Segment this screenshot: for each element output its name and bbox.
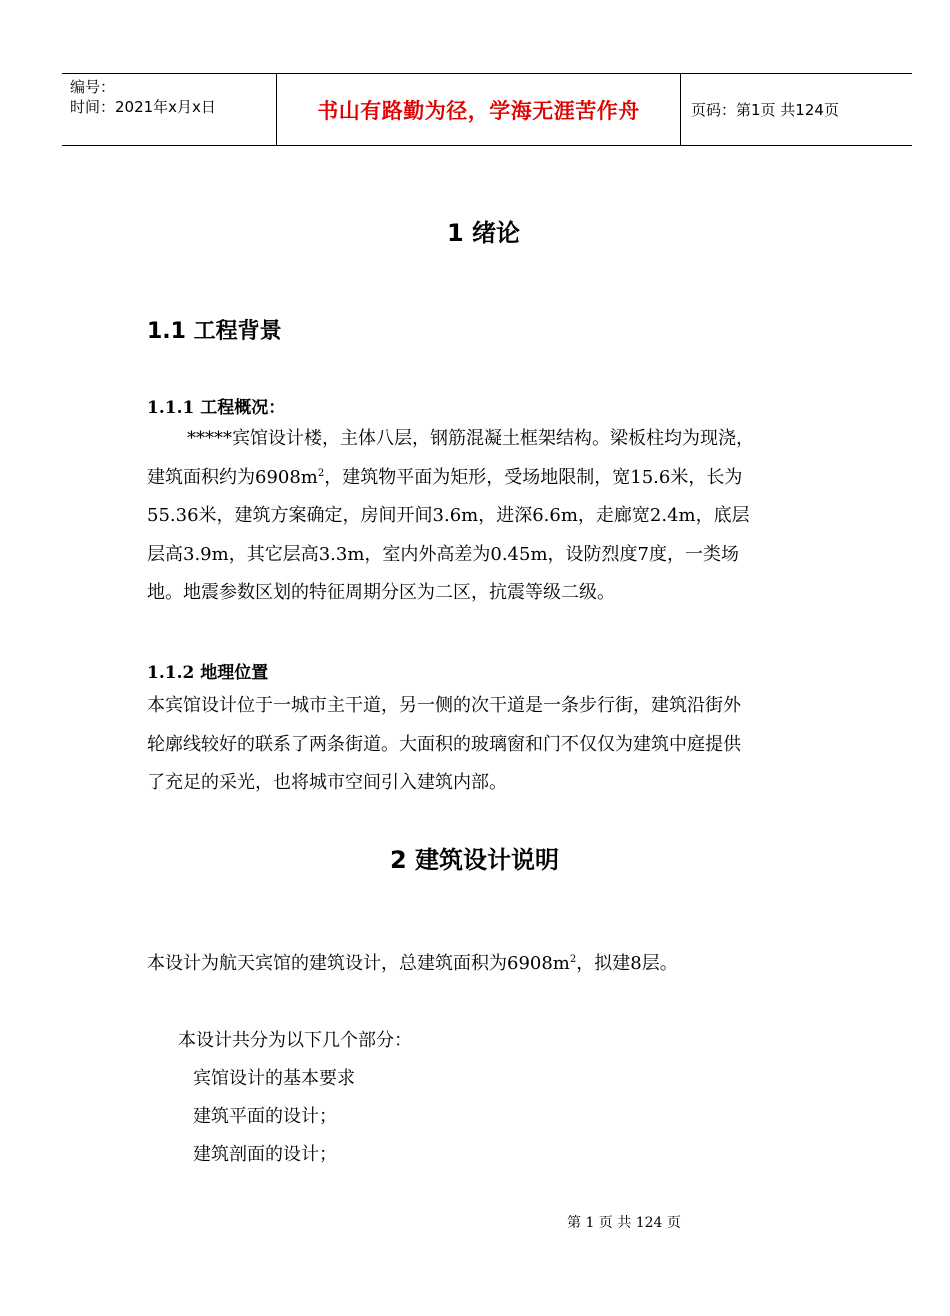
- chapter2-intro: 本设计为航天宾馆的建筑设计，总建筑面积为$6908m^2$，拟建8层。: [147, 953, 678, 974]
- list-item: 宾馆设计的基本要求: [193, 1068, 355, 1089]
- chapter1-title: 1 绪论: [447, 219, 521, 247]
- header-table: [62, 73, 912, 146]
- paragraph-line: 建筑面积约为$6908m^2$，建筑物平面为矩形，受场地限制，宽15.6米，长为: [147, 467, 743, 488]
- header-middle-cell: [277, 74, 681, 145]
- list-item: 建筑平面的设计；: [193, 1106, 337, 1127]
- paragraph-line: 轮廓线较好的联系了两条街道。大面积的玻璃窗和门不仅仅为建筑中庭提供: [147, 734, 741, 755]
- superscript: 2: [569, 954, 577, 965]
- paragraph-line: 了充足的采光，也将城市空间引入建筑内部。: [147, 772, 507, 793]
- section-1-1-1-title: 1.1.1 工程概况：: [147, 398, 286, 418]
- page-label: 页码：第1页 共124页: [691, 101, 839, 119]
- header-right-cell: [681, 74, 912, 145]
- page-footer: 第 1 页 共 124 页: [567, 1215, 681, 1231]
- list-item: 建筑剖面的设计；: [193, 1144, 337, 1165]
- header-left-cell: [62, 74, 277, 145]
- parts-intro: 本设计共分为以下几个部分：: [178, 1030, 412, 1051]
- time-label: 时间：2021年x月x日: [70, 98, 216, 116]
- paragraph-line: 地。地震参数区划的特征周期分区为二区，抗震等级二级。: [147, 582, 615, 603]
- motto-text: 书山有路勤为径，学海无涯苦作舟: [317, 98, 640, 123]
- paragraph-line: 层高3.9m，其它层高3.3m，室内外高差为0.45m，设防烈度7度，一类场: [147, 544, 739, 565]
- section-1-1-title: 1.1 工程背景: [147, 319, 282, 344]
- paragraph-line: 55.36米，建筑方案确定，房间开间3.6m，进深6.6m，走廊宽2.4m，底层: [147, 505, 750, 526]
- paragraph-line: 本宾馆设计位于一城市主干道，另一侧的次干道是一条步行街，建筑沿街外: [147, 695, 741, 716]
- paragraph-line: *****宾馆设计楼，主体八层，钢筋混凝土框架结构。梁板柱均为现浇，: [187, 428, 754, 449]
- superscript: 2: [317, 468, 325, 479]
- section-1-1-2-title: 1.1.2 地理位置: [147, 663, 269, 683]
- number-label: 编号：: [70, 78, 116, 96]
- chapter2-title: 2 建筑设计说明: [390, 846, 560, 874]
